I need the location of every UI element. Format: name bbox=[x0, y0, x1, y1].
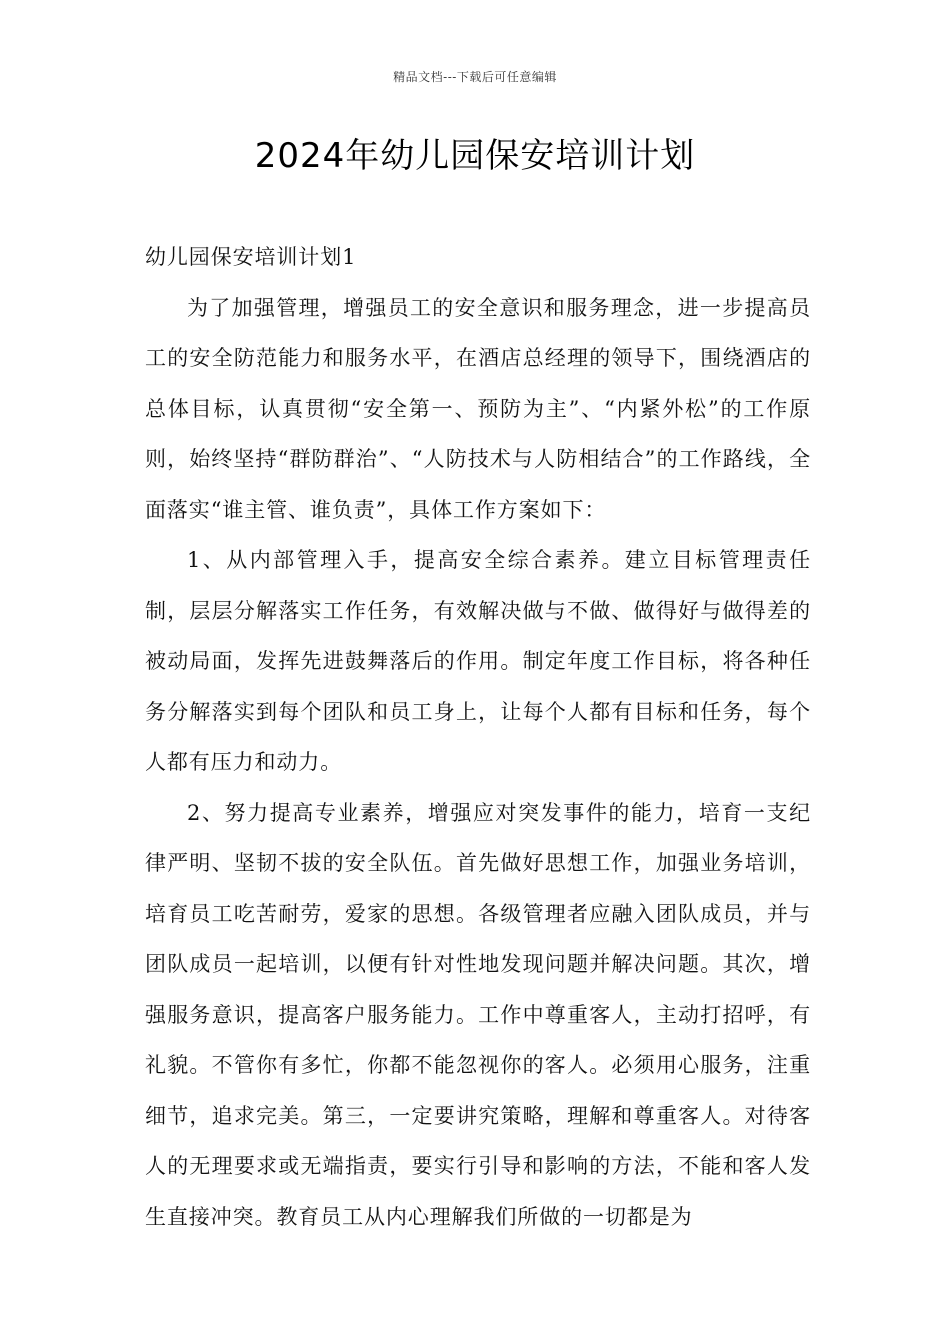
document-body bbox=[145, 232, 811, 1242]
paragraph-point-1: 1、从内部管理入手，提高安全综合素养。建立目标管理责任制，层层分解落实工作任务，有效解决做与不做、做得好与做得差的被动局面，发挥先进鼓舞落后的作用。制定年度工作目标，将各种任务分解落实到每个团队和员工身上，让每个人都有目标和任务，每个人都有压力和动力。 bbox=[145, 548, 811, 774]
header-note: 精品文档---下载后可任意编辑 bbox=[393, 70, 557, 84]
document-title: 2024年幼儿园保安培训计划 bbox=[254, 136, 696, 176]
section-heading: 幼儿园保安培训计划1 bbox=[145, 245, 357, 269]
paragraph-intro: 为了加强管理，增强员工的安全意识和服务理念，进一步提高员工的安全防范能力和服务水平，在酒店总经理的领导下，围绕酒店的总体目标，认真贯彻“安全第一、预防为主”、“内紧外松”的工作原则，始终坚持“群防群治”、“人防技术与人防相结合”的工作路线，全面落实“谁主管、谁负责”，具体工作方案如下： bbox=[145, 295, 811, 522]
paragraph-point-2: 2、努力提高专业素养，增强应对突发事件的能力，培育一支纪律严明、坚韧不拔的安全队伍。首先做好思想工作，加强业务培训，培育员工吃苦耐劳，爱家的思想。各级管理者应融入团队成员，并与团队成员一起培训，以便有针对性地发现问题并解决问题。其次，增强服务意识，提高客户服务能力。工作中尊重客人，主动打招呼，有礼貌。不管你有多忙，你都不能忽视你的客人。必须用心服务，注重细节，追求完美。第三，一定要讲究策略，理解和尊重客人。对待客人的无理要求或无端指责，要实行引导和影响的方法，不能和客人发生直接冲突。教育员工从内心理解我们所做的一切都是为 bbox=[145, 800, 811, 1229]
